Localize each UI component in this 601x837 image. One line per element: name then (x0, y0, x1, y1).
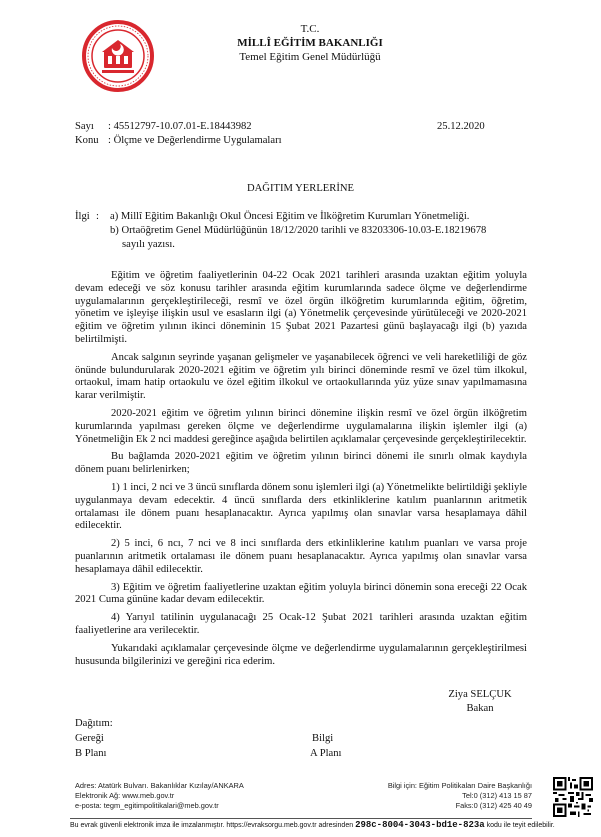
ilgi-label: İlgi (75, 211, 90, 222)
list-item-3: 3) Eğitim ve öğretim faaliyetlerine uzaktan eğitim yoluyla birinci dönemin sona ereceği 22 Ocak 2021 Cuma gününe kadar devam edilecektir. (75, 581, 527, 606)
konu-value: : Ölçme ve Değerlendirme Uygulamaları (108, 135, 282, 146)
footer-divider (70, 818, 532, 819)
verification-line (70, 820, 555, 830)
distribution-label: Dağıtım: (75, 718, 113, 729)
sayi-label: Sayı (75, 121, 94, 132)
verification-suffix: kodu ile teyit edilebilir. (486, 822, 555, 829)
footer-fax: Faks:0 (312) 425 40 49 (455, 801, 532, 810)
list-item-2: 2) 5 inci, 6 ncı, 7 nci ve 8 inci sınıflarda ders etkinliklerine katılım puanları ve varsa proje puanlarının aritmetik ortalaması ile dönem puanı hesaplanacaktır. Ayrıca yapılmış olan sınavlar varsa hesaplamaya dâhil edilecektir. (75, 538, 527, 575)
footer-info: Bilgi için: Eğitim Politikaları Daire Başkanlığı (387, 781, 532, 790)
paragraph-1: Eğitim ve öğretim faaliyetlerinin 04-22 Ocak 2021 tarihleri arasında uzaktan eğitim yoluyla devam edeceği ve söz konusu tarihler arasında eğitim kurumlarında sadece ölçme ve değerlendirme uygulamalarının gerçekleştirileceği, resmî ve özel örgün ilköğretim kurumlarında eğitim, öğretim, yönetim ve işleyişe ilişkin usul ve esasların ilgi (a) Yönetmelik çerçevesinde yürütüleceği ve 2020-2021 eğitim ve öğretim yılının ikinci döneminin 15 Şubat 2021 Pazartesi günü başlayacağı ilgi (b) yazıda belirtilmişti. (75, 270, 527, 345)
list-item-4: 4) Yarıyıl tatilinin uygulanacağı 25 Ocak-12 Şubat 2021 tarihleri arasında uzaktan eğitim faaliyetlerine ara verilecektir. (75, 612, 527, 636)
header-country: T.C. (300, 23, 320, 35)
signer-title: Bakan (466, 703, 494, 714)
header-ministry: MİLLÎ EĞİTİM BAKANLIĞI (237, 37, 383, 49)
footer-email: e-posta: tegm_egitimpolitikalari@meb.gov.tr (75, 801, 219, 810)
document-date: 25.12.2020 (437, 121, 485, 132)
distribution-gereg-value: B Planı (75, 748, 107, 759)
body-text (75, 270, 527, 668)
distribution-bilgi-value: A Planı (310, 748, 342, 759)
header-directorate: Temel Eğitim Genel Müdürlüğü (239, 51, 381, 63)
ilgi-item-a: a) Millî Eğitim Bakanlığı Okul Öncesi Eğitim ve İlköğretim Kurumları Yönetmeliği. (110, 211, 470, 222)
list-item-1: 1) 1 inci, 2 nci ve 3 üncü sınıflarda dönem sonu işlemleri ilgi (a) Yönetmelikte belirtildiği şekliyle uygulanmaya devam edecektir. 4 üncü sınıflarda ders etkinliklerine katılım puanlarının aritmetik ortalaması ile dönem puanı hesaplanacaktır. Ayrıca yapılmış olan sınavlar varsa hesaplamaya dâhil edilecektir. (75, 481, 527, 532)
paragraph-2: Ancak salgının seyrinde yaşanan gelişmeler ve yaşanabilecek öğrenci ve veli hareketliliği de göz önünde bulundurularak 2020-2021 eğitim ve öğretim yılı birinci döneminde resmî ve özel tüm ilkokul, ortaokul, imam hatip ortaokulu ve özel eğitim ilkokul ve ortaokullarında yüz yüze sınav yapılmamasına karar verilmiştir. (75, 351, 527, 402)
distribution-bilgi-label: Bilgi (312, 733, 334, 744)
paragraph-5: Yukarıdaki açıklamalar çerçevesinde ölçme ve değerlendirme uygulamalarının gerçekleştirilmesi hususunda bilgilerinizi ve gereğini rica ederim. (75, 642, 527, 667)
paragraph-3: 2020-2021 eğitim ve öğretim yılının birinci dönemine ilişkin resmî ve özel örgün ilköğretim kurumlarında yapılması gereken ölçme ve değerlendirme uygulamalarına ilişkin işlemler ilgi (a) Yönetmeliğin Ek 2 nci maddesi gereğince aşağıda belirtilen açıklamalar çerçevesinde gerçekleştirilecektir. (75, 407, 527, 445)
sayi-value: : 45512797-10.07.01-E.18443982 (108, 121, 252, 132)
ilgi-item-b-cont: sayılı yazısı. (122, 239, 175, 250)
footer-tel: Tel:0 (312) 413 15 87 (462, 791, 532, 800)
footer-web: Elektronik Ağ: www.meb.gov.tr (75, 791, 175, 800)
ilgi-colon: : (96, 211, 99, 222)
verification-code: 298c-8004-3043-bd1e-823a (355, 820, 485, 830)
verification-text: Bu evrak güvenli elektronik imza ile imzalanmıştır. https://evraksorgu.meb.gov.tr adresinden (70, 822, 354, 829)
distribution-gereg-label: Gereği (75, 733, 104, 744)
document-title: DAĞITIM YERLERİNE (247, 183, 354, 194)
ilgi-item-b: b) Ortaöğretim Genel Müdürlüğünün 18/12/2020 tarihli ve 83203306-10.03-E.18219678 (110, 225, 487, 236)
konu-label: Konu (75, 135, 99, 146)
ministry-seal-logo (82, 20, 154, 92)
qr-code-icon (553, 777, 593, 817)
footer-address: Adres: Atatürk Bulvarı. Bakanlıklar Kızılay/ANKARA (75, 781, 244, 790)
signer-name: Ziya SELÇUK (448, 689, 512, 700)
paragraph-4: Bu bağlamda 2020-2021 eğitim ve öğretim yılının birinci dönemi ile sınırlı olmak kaydıyla dönem puanı belirlenirken; (75, 451, 527, 476)
